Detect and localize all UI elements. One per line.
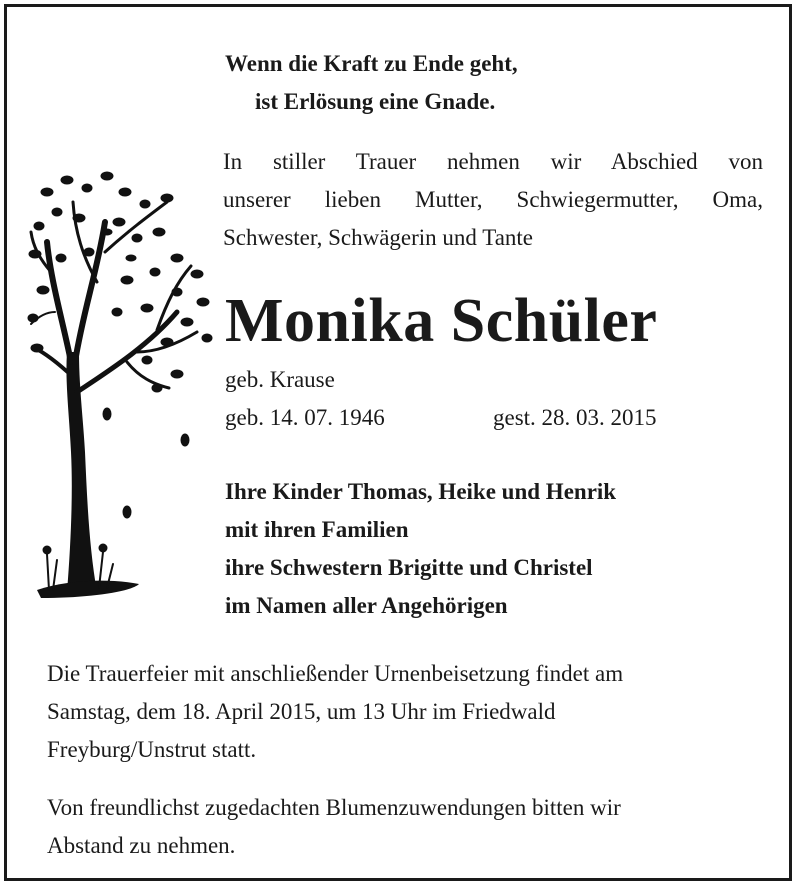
birth-date: geb. 14. 07. 1946 (225, 405, 385, 430)
maiden-name: geb. Krause (225, 367, 335, 392)
service-line: Freyburg/Unstrut statt. (47, 737, 257, 762)
mourner-line: im Namen aller Angehörigen (225, 593, 508, 618)
intro-text (223, 143, 763, 257)
tree-silhouette-icon (27, 162, 217, 607)
service-line: Die Trauerfeier mit anschließender Urnenbeisetzung findet am (47, 661, 624, 686)
mourner-line: ihre Schwestern Brigitte und Christel (225, 555, 593, 580)
service-info (47, 655, 759, 769)
flowers-request (47, 789, 759, 865)
deceased-name: Monika Schüler (225, 287, 658, 355)
flowers-line: Von freundlichst zugedachten Blumenzuwendungen bitten wir (47, 795, 621, 820)
intro-line: Schwester, Schwägerin und Tante (223, 225, 534, 250)
intro-line: In stiller Trauer nehmen wir Abschied von (223, 149, 763, 174)
flowers-line: Abstand zu nehmen. (47, 833, 236, 858)
mourner-line: Ihre Kinder Thomas, Heike und Henrik (225, 479, 617, 504)
verse-line-2: ist Erlösung eine Gnade. (255, 89, 496, 114)
obituary-notice (4, 4, 792, 881)
death-date: gest. 28. 03. 2015 (493, 405, 657, 430)
service-line: Samstag, dem 18. April 2015, um 13 Uhr im Friedwald (47, 699, 556, 724)
mourners-list (225, 473, 616, 625)
intro-line: unserer lieben Mutter, Schwiegermutter, Oma, (223, 187, 763, 212)
verse-line-1: Wenn die Kraft zu Ende geht, (225, 51, 518, 76)
mourner-line: mit ihren Familien (225, 517, 409, 542)
